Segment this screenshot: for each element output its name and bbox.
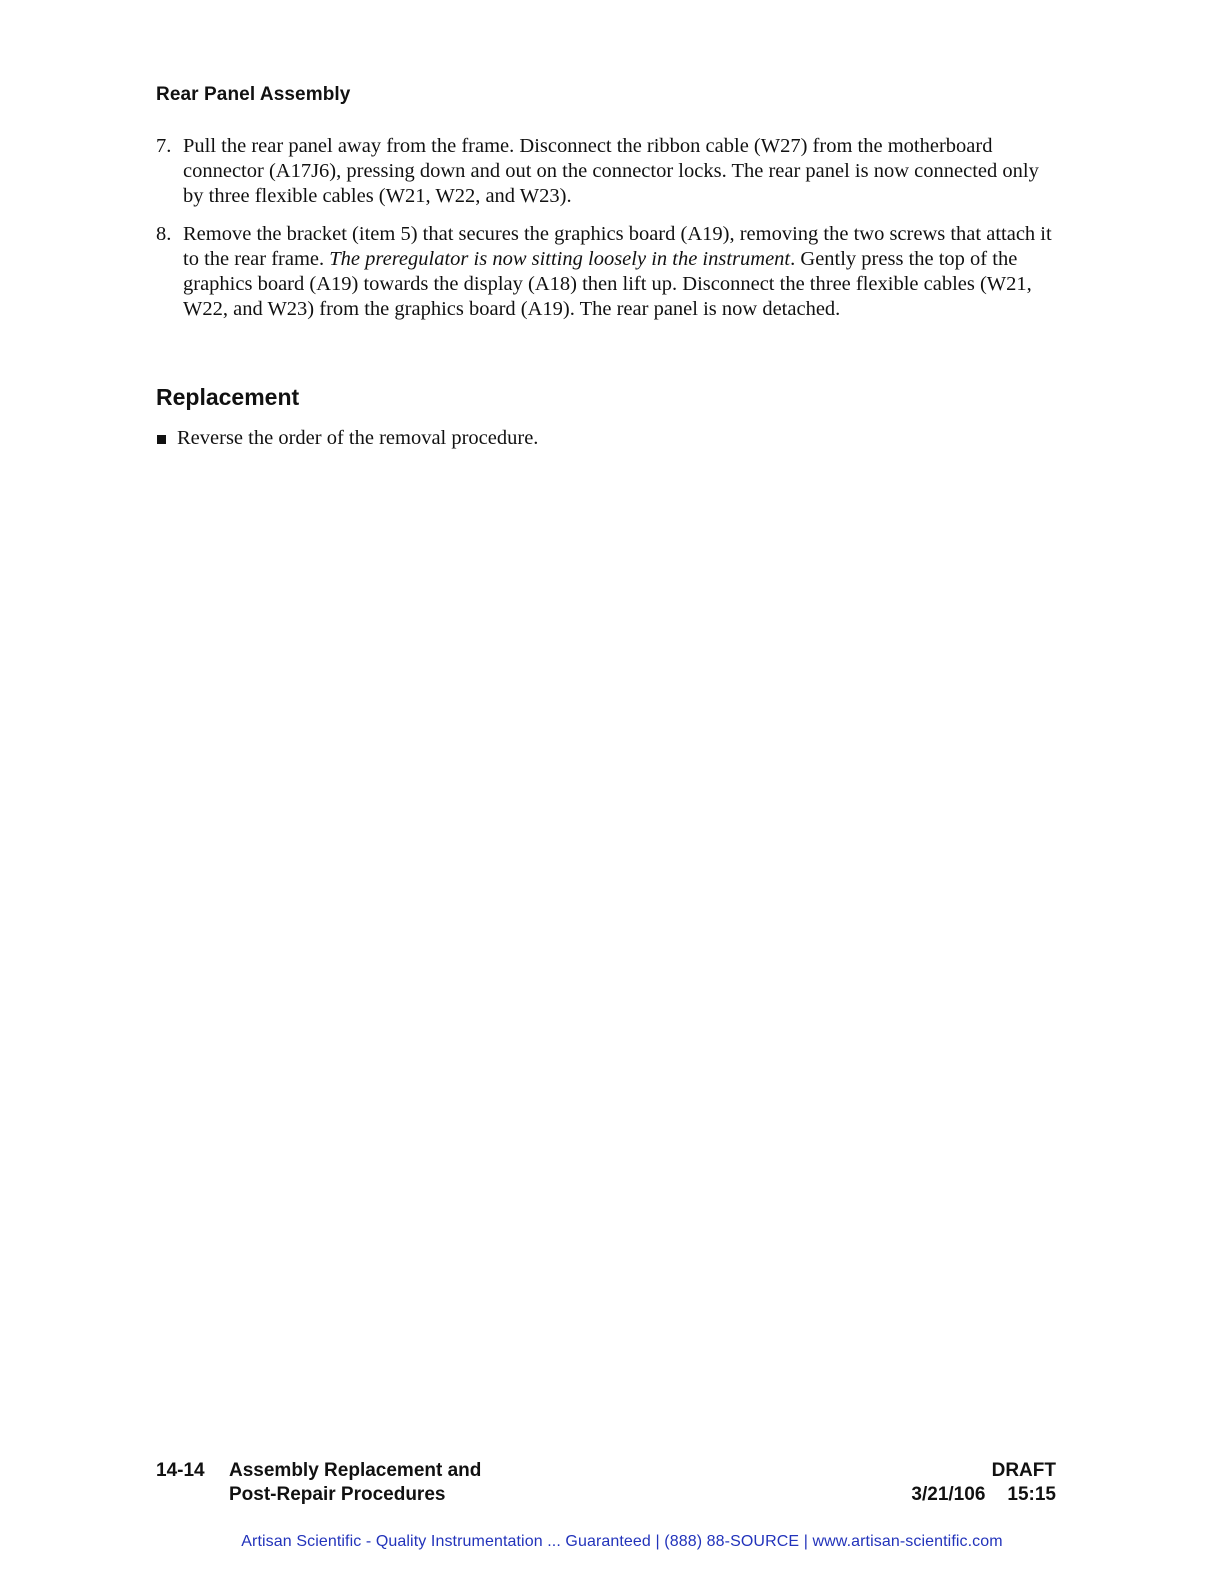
list-item — [156, 426, 1056, 451]
procedure-step — [156, 134, 1056, 210]
step-text — [183, 135, 1039, 207]
footer-right — [911, 1459, 1056, 1507]
procedure-step — [156, 222, 1056, 323]
replacement-heading: Replacement — [156, 384, 300, 410]
step-number: 7. — [156, 135, 172, 157]
draft-status: DRAFT — [991, 1460, 1056, 1481]
chapter-title-line: Assembly Replacement and — [229, 1460, 482, 1481]
chapter-title-line: Post-Repair Procedures — [229, 1484, 446, 1505]
replacement-list — [156, 426, 1056, 451]
step-text-run: Remove the bracket (item 5) that secures the graphics board (A19), removing the two screws that attach it to the rear frame. — [183, 222, 1052, 270]
chapter-title — [229, 1459, 481, 1507]
footer-timestamp — [911, 1483, 1056, 1507]
procedure-steps-list — [156, 134, 1056, 334]
footer-time: 15:15 — [1007, 1484, 1056, 1505]
step-text — [183, 223, 1052, 321]
step-text-run: . Gently press the top of the graphics board (A19) towards the display (A18) then lift up. Disconnect the three flexible cables (W21, W22, and W23) from the graphics board (A19). The rear panel is now detached. — [183, 247, 1032, 321]
step-number: 8. — [156, 222, 172, 245]
page-number: 14-14 — [156, 1460, 205, 1481]
step-text-emphasis: The preregulator is now sitting loosely in the instrument — [329, 247, 791, 270]
footer-date: 3/21/106 — [911, 1484, 986, 1505]
running-header-title: Rear Panel Assembly — [156, 84, 351, 105]
list-item-text: Reverse the order of the removal procedure. — [177, 427, 539, 449]
vendor-banner-link[interactable] — [0, 1533, 1224, 1551]
step-text-run: Pull the rear panel away from the frame. Disconnect the ribbon cable (W27) from the motherboard connector (A17J6), pressing down and out on the connector locks. The rear panel is now connected only by three flexible cables (W21, W22, and W23). — [183, 135, 1039, 208]
vendor-banner-text: Artisan Scientific - Quality Instrumentation ... Guaranteed | (888) 88-SOURCE | www.artisan-scientific.com — [241, 1533, 1003, 1550]
square-bullet-icon — [157, 435, 166, 444]
